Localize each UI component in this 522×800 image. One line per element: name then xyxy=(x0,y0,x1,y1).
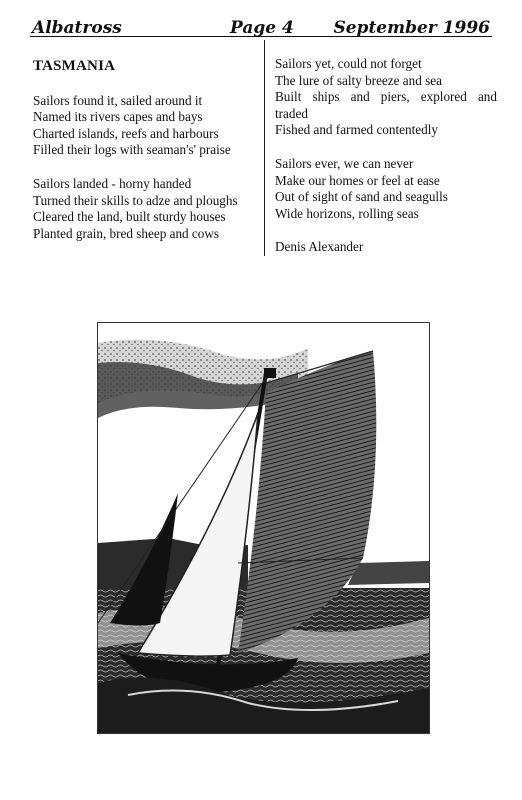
stanza-3 xyxy=(275,56,497,139)
poem-line: Make our homes or feel at ease xyxy=(275,172,440,188)
poem-line: Sailors yet, could not forget xyxy=(275,56,422,71)
stanza-4 xyxy=(275,156,497,222)
poem-line: Sailors landed - horny handed xyxy=(33,175,192,191)
poem-line: Fished and farmed contentedly xyxy=(275,122,438,138)
mast-pennant xyxy=(264,368,276,378)
sailing-ketch-photo-icon xyxy=(98,323,429,733)
poem-line: Charted islands, reefs and harbours xyxy=(33,125,219,141)
poem-line: Cleared the land, built sturdy houses xyxy=(33,209,226,225)
header-rule xyxy=(30,36,492,37)
poem-line: Sailors found it, sailed around it xyxy=(33,92,203,108)
poem-line: Wide horizons, rolling seas xyxy=(275,205,419,221)
page-number: Page 4 xyxy=(230,18,294,38)
poem-line: The lure of salty breeze and sea xyxy=(275,72,442,88)
poem-line: traded xyxy=(275,105,308,121)
poem-line: Filled their logs with seaman's' praise xyxy=(33,142,231,158)
poem-line: Sailors ever, we can never xyxy=(275,155,414,171)
poem-line: Out of sight of sand and seagulls xyxy=(275,189,448,205)
issue-date: September 1996 xyxy=(333,18,490,38)
poem-line: Turned their skills to adze and ploughs xyxy=(33,192,238,208)
poem-line: Named its rivers capes and bays xyxy=(33,109,203,125)
column-divider xyxy=(264,40,265,256)
poem-title: TASMANIA xyxy=(33,58,116,74)
sailing-ketch-photo xyxy=(97,322,430,734)
stanza-1 xyxy=(33,93,259,159)
poem-line: Built ships and piers, explored and xyxy=(275,89,497,105)
publication-name: Albatross xyxy=(32,18,122,38)
poem-author: Denis Alexander xyxy=(275,239,364,255)
poem-left-column xyxy=(33,58,259,259)
shoreline xyxy=(348,561,429,585)
stanza-2 xyxy=(33,176,259,242)
poem-right-column xyxy=(275,56,497,256)
poem-line: Planted grain, bred sheep and cows xyxy=(33,225,220,241)
